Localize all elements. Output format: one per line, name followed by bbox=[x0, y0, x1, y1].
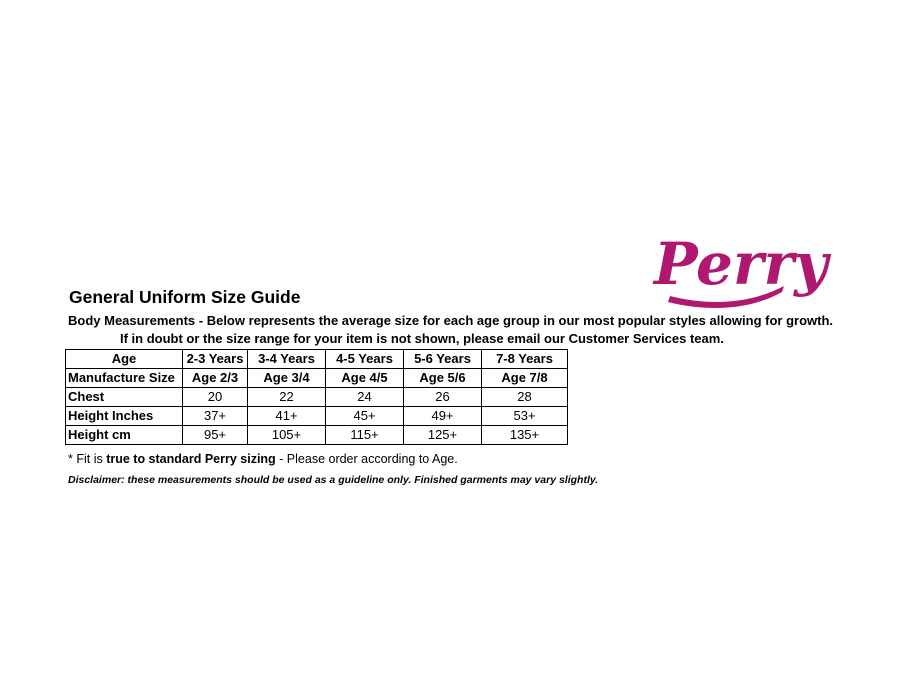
table-cell: 37+ bbox=[183, 407, 248, 426]
intro-line-1: Body Measurements - Below represents the average size for each age group in our most popular styles allowing for growth. bbox=[68, 313, 834, 328]
fit-note bbox=[68, 452, 458, 466]
header-cell: 4-5 Years bbox=[326, 350, 404, 369]
table-cell: Age 2/3 bbox=[183, 369, 248, 388]
table-row bbox=[66, 426, 568, 445]
table-header-row bbox=[66, 350, 568, 369]
intro-line-2: If in doubt or the size range for your item is not shown, please email our Customer Services team. bbox=[120, 331, 724, 346]
table-cell: 22 bbox=[248, 388, 326, 407]
header-cell: 2-3 Years bbox=[183, 350, 248, 369]
table-cell: 26 bbox=[404, 388, 482, 407]
fit-note-emphasis: true to standard Perry sizing bbox=[106, 452, 276, 466]
row-label: Manufacture Size bbox=[66, 369, 183, 388]
row-label: Height cm bbox=[66, 426, 183, 445]
table-cell: 53+ bbox=[482, 407, 568, 426]
size-guide-table bbox=[65, 349, 568, 445]
table-cell: 125+ bbox=[404, 426, 482, 445]
fit-note-prefix: * Fit is bbox=[68, 452, 107, 466]
table-cell: Age 5/6 bbox=[404, 369, 482, 388]
svg-text:Perry: Perry bbox=[654, 230, 828, 298]
table-row bbox=[66, 407, 568, 426]
table-cell: Age 3/4 bbox=[248, 369, 326, 388]
fit-note-suffix: - Please order according to Age. bbox=[275, 452, 458, 466]
table-cell: 115+ bbox=[326, 426, 404, 445]
table-row bbox=[66, 388, 568, 407]
header-cell: 3-4 Years bbox=[248, 350, 326, 369]
table-cell: Age 7/8 bbox=[482, 369, 568, 388]
disclaimer: Disclaimer: these measurements should be used as a guideline only. Finished garments may vary slightly. bbox=[68, 474, 599, 486]
table-cell: 41+ bbox=[248, 407, 326, 426]
row-label: Height Inches bbox=[66, 407, 183, 426]
table-cell: 49+ bbox=[404, 407, 482, 426]
page-title: General Uniform Size Guide bbox=[69, 287, 301, 307]
table-cell: 24 bbox=[326, 388, 404, 407]
table-row bbox=[66, 369, 568, 388]
header-cell: 7-8 Years bbox=[482, 350, 568, 369]
header-cell: 5-6 Years bbox=[404, 350, 482, 369]
perry-logo bbox=[650, 220, 828, 312]
table-cell: 105+ bbox=[248, 426, 326, 445]
table-cell: Age 4/5 bbox=[326, 369, 404, 388]
header-cell: Age bbox=[66, 350, 183, 369]
table-cell: 28 bbox=[482, 388, 568, 407]
row-label: Chest bbox=[66, 388, 183, 407]
table-cell: 95+ bbox=[183, 426, 248, 445]
table-cell: 135+ bbox=[482, 426, 568, 445]
table-cell: 20 bbox=[183, 388, 248, 407]
table-cell: 45+ bbox=[326, 407, 404, 426]
